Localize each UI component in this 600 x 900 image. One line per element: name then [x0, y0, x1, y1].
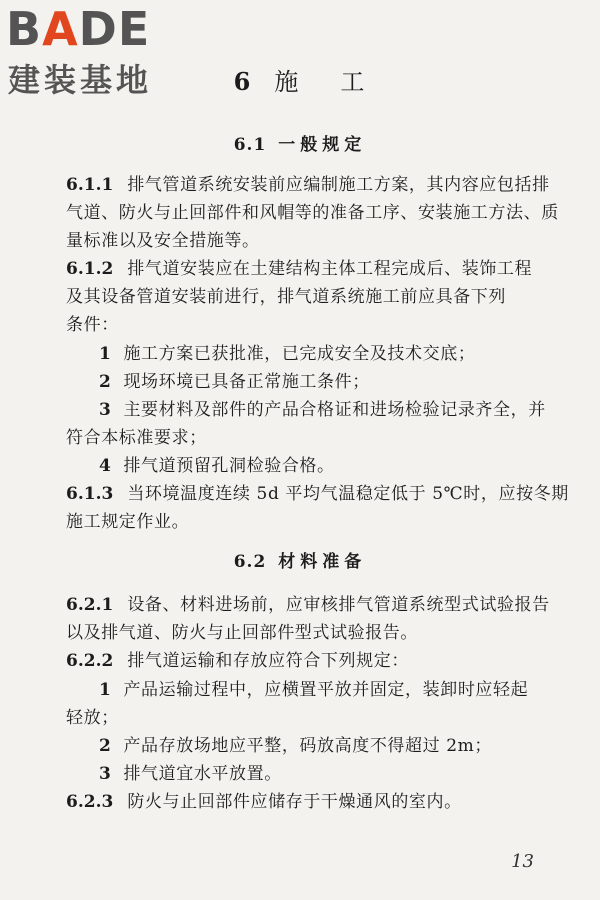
section-title: 材料准备	[278, 552, 367, 572]
clause-6-1-1-line-1	[66, 173, 550, 197]
item-text: 排气道预留孔洞检验合格。	[123, 456, 335, 476]
clause-6-1-2-item-3	[99, 398, 546, 422]
clause-6-1-2-item-4	[99, 454, 335, 478]
clause-text: 设备、材料进场前，应审核排气管道系统型式试验报告	[127, 595, 550, 615]
chapter-title-a: 施	[274, 68, 301, 96]
item-number: 3	[99, 764, 112, 784]
logo-subtitle: 建装基地	[8, 61, 153, 99]
item-text: 产品运输过程中，应横置平放并固定，装卸时应轻起	[123, 680, 529, 700]
clause-6-1-1-line-2: 气道、防火与止回部件和风帽等的准备工序、安装施工方法、质	[66, 203, 559, 223]
logo-letters: DE	[78, 2, 151, 56]
clause-6-1-2-line-2: 及其设备管道安装前进行，排气道系统施工前应具备下列	[66, 287, 506, 307]
logo-wordmark	[6, 2, 150, 56]
clause-text: 防火与止回部件应储存于干燥通风的室内。	[127, 792, 462, 812]
logo-letter: B	[6, 2, 43, 56]
clause-6-2-2-item-3	[99, 762, 282, 786]
section-number: 6.1	[233, 135, 267, 155]
section-title: 一般规定	[278, 135, 367, 155]
clause-6-2-1-line-1	[66, 593, 550, 617]
page-number: 13	[511, 851, 534, 872]
clause-6-1-2-item-3-line-2: 符合本标准要求；	[66, 428, 207, 448]
item-text: 产品存放场地应平整，码放高度不得超过 2m；	[123, 736, 492, 756]
clause-text: 当环境温度连续 5d 平均气温稳定低于 5℃时，应按冬期	[127, 484, 569, 504]
clause-6-2-2-item-1	[99, 678, 528, 702]
item-text: 排气道宜水平放置。	[123, 764, 282, 784]
clause-text: 排气道安装应在土建结构主体工程完成后、装饰工程	[127, 259, 533, 279]
chapter-number: 6	[233, 67, 253, 96]
section-number: 6.2	[233, 552, 267, 572]
clause-6-1-2-line-3: 条件：	[66, 315, 119, 335]
chapter-title	[0, 66, 600, 98]
clause-number: 6.1.2	[66, 259, 114, 279]
item-text: 现场环境已具备正常施工条件；	[123, 372, 370, 392]
item-number: 4	[99, 456, 112, 476]
clause-number: 6.2.2	[66, 651, 114, 671]
clause-number: 6.1.1	[66, 175, 114, 195]
section-heading-6-1	[0, 133, 600, 157]
item-number: 2	[99, 372, 112, 392]
clause-6-1-3-line-2: 施工规定作业。	[66, 512, 190, 532]
item-number: 1	[99, 680, 112, 700]
chapter-title-b: 工	[340, 68, 367, 96]
clause-6-1-2-line-1	[66, 257, 532, 281]
clause-number: 6.1.3	[66, 484, 114, 504]
item-text: 主要材料及部件的产品合格证和进场检验记录齐全，并	[123, 400, 546, 420]
item-text: 施工方案已获批准，已完成安全及技术交底；	[123, 344, 476, 364]
clause-6-2-3-line-1	[66, 790, 462, 814]
clause-6-2-1-line-2: 以及排气道、防火与止回部件型式试验报告。	[66, 623, 418, 643]
item-number: 3	[99, 400, 112, 420]
clause-text: 排气道运输和存放应符合下列规定：	[127, 651, 409, 671]
item-number: 1	[99, 344, 112, 364]
clause-number: 6.2.3	[66, 792, 114, 812]
clause-6-2-2-item-1-line-2: 轻放；	[66, 708, 119, 728]
clause-6-2-2-item-2	[99, 734, 492, 758]
logo-accent-letter: A	[42, 2, 79, 56]
clause-text: 排气管道系统安装前应编制施工方案，其内容应包括排	[127, 175, 550, 195]
clause-6-1-2-item-1	[99, 342, 475, 366]
section-heading-6-2	[0, 550, 600, 574]
clause-6-1-3-line-1	[66, 482, 569, 506]
clause-6-1-1-line-3: 量标准以及安全措施等。	[66, 231, 260, 251]
clause-6-1-2-item-2	[99, 370, 370, 394]
clause-number: 6.2.1	[66, 595, 114, 615]
clause-6-2-2-line-1	[66, 649, 409, 673]
item-number: 2	[99, 736, 112, 756]
